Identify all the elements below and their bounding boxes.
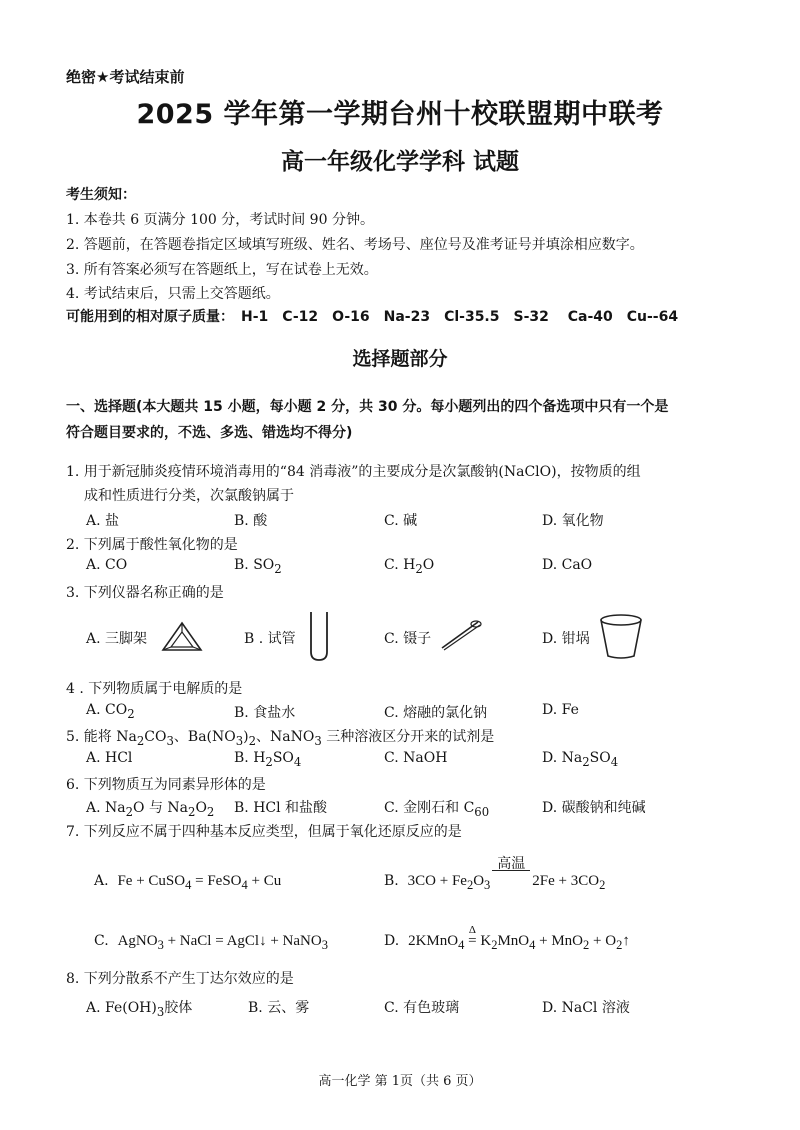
reaction-arrow-high-temp: 高温 bbox=[490, 873, 532, 890]
q8-option-b: B. 云、雾 bbox=[248, 1000, 310, 1016]
crucible-image bbox=[598, 612, 644, 662]
q2-option-b: B. $SO_2$ bbox=[234, 557, 282, 576]
q1-option-c: C. 碱 bbox=[384, 513, 418, 529]
question-6-stem: 6. 下列物质互为同素异形体的是 bbox=[66, 777, 266, 793]
notice-item: 3. 所有答案必须写在答题纸上，写在试卷上无效。 bbox=[66, 262, 378, 278]
q5-option-c: C. NaOH bbox=[384, 750, 448, 766]
q4-option-b: B. 食盐水 bbox=[234, 705, 296, 721]
tweezers-image bbox=[438, 618, 484, 652]
question-3-stem: 3. 下列仪器名称正确的是 bbox=[66, 585, 224, 601]
q3-option-c: C. 镊子 bbox=[384, 631, 432, 647]
q2-option-a: A. CO bbox=[86, 557, 128, 573]
q7-option-a: A. Fe + CuSO$_4$ = FeSO$_4$ + Cu bbox=[94, 873, 282, 892]
q2-option-c: C. $H_2O$ bbox=[384, 557, 435, 576]
reaction-arrow-heat: Δ = bbox=[468, 924, 477, 949]
q3-option-b: B . 试管 bbox=[244, 631, 296, 647]
notice-item: 4. 考试结束后，只需上交答题纸。 bbox=[66, 286, 280, 302]
exam-subtitle: 高一年级化学学科 试题 bbox=[280, 149, 519, 175]
q2-option-d: D. CaO bbox=[542, 557, 593, 573]
question-1-stem: 1. 用于新冠肺炎疫情环境消毒用的“84 消毒液”的主要成分是次氯酸钠(NaClO)，按物质的组 bbox=[66, 464, 641, 480]
page-footer: 高一化学 第 1页（共 6 页） bbox=[318, 1074, 482, 1089]
q1-option-a: A. 盐 bbox=[86, 513, 120, 529]
q7-option-c: C. AgNO$_3$ + NaCl = AgCl↓ + NaNO$_3$ bbox=[94, 933, 328, 952]
exam-title: 2025 学年第一学期台州十校联盟期中联考 bbox=[136, 99, 664, 130]
q1-option-b: B. 酸 bbox=[234, 513, 268, 529]
q4-option-c: C. 熔融的氯化钠 bbox=[384, 705, 488, 721]
q7-option-d: D. 2KMnO$_4$ Δ = $K_2MnO_4 + MnO_2$ + $O_2↑$ bbox=[384, 924, 630, 952]
q8-option-c: C. 有色玻璃 bbox=[384, 1000, 460, 1016]
question-2-stem: 2. 下列属于酸性氧化物的是 bbox=[66, 537, 238, 553]
atomic-mass-line: 可能用到的相对原子质量： H-1 C-12 O-16 Na-23 Cl-35.5 S-32 Ca-40 Cu--64 bbox=[66, 309, 679, 325]
q3-option-a: A. 三脚架 bbox=[86, 631, 148, 647]
notice-heading: 考生须知： bbox=[66, 187, 136, 203]
q8-option-d: D. NaCl 溶液 bbox=[542, 1000, 630, 1016]
confidential-label: 绝密★考试结束前 bbox=[66, 68, 185, 86]
q6-option-d: D. 碳酸钠和纯碱 bbox=[542, 800, 646, 816]
q4-option-a: A. $CO_2$ bbox=[86, 702, 135, 721]
q4-option-d: D. Fe bbox=[542, 702, 579, 718]
q8-option-a: A. $Fe(OH)_3$胶体 bbox=[86, 1000, 193, 1019]
question-8-stem: 8. 下列分散系不产生丁达尔效应的是 bbox=[66, 971, 294, 987]
test-tube-image bbox=[308, 610, 330, 662]
q5-option-b: B. $H_2SO_4$ bbox=[234, 750, 302, 769]
notice-item: 2. 答题前，在答题卷指定区域填写班级、姓名、考场号、座位号及准考证号并填涂相应数字。 bbox=[66, 237, 644, 253]
section-title: 选择题部分 bbox=[352, 348, 448, 370]
q6-option-c: C. 金刚石和 $C_{60}$ bbox=[384, 800, 490, 819]
tripod-image bbox=[160, 620, 204, 654]
question-1-stem-cont: 成和性质进行分类，次氯酸钠属于 bbox=[84, 488, 294, 504]
q6-option-b: B. HCl 和盐酸 bbox=[234, 800, 328, 816]
q5-option-a: A. HCl bbox=[86, 750, 133, 766]
part-instruction: 一、选择题(本大题共 15 小题，每小题 2 分，共 30 分。每小题列出的四个备选项中只有一个是 bbox=[66, 399, 669, 415]
notice-item: 1. 本卷共 6 页满分 100 分，考试时间 90 分钟。 bbox=[66, 212, 374, 228]
part-instruction-cont: 符合题目要求的，不选、多选、错选均不得分) bbox=[66, 425, 353, 441]
q5-option-d: D. $Na_2SO_4$ bbox=[542, 750, 619, 769]
q1-option-d: D. 氧化物 bbox=[542, 513, 604, 529]
question-5-stem: 5. 能将 $Na_2CO_3$、$Ba(NO_3)_2$、NaNO$_3$ 三种溶液区分开来的试剂是 bbox=[66, 729, 495, 748]
q7-option-b: B. $3CO + Fe_2O_3$ 高温 $2Fe + 3CO_2$ bbox=[384, 857, 606, 892]
question-7-stem: 7. 下列反应不属于四种基本反应类型，但属于氧化还原反应的是 bbox=[66, 824, 462, 840]
question-4-stem: 4 . 下列物质属于电解质的是 bbox=[66, 681, 243, 697]
q6-option-a: A. $Na_2O$ 与 $Na_2O_2$ bbox=[86, 800, 215, 819]
q3-option-d: D. 钳埚 bbox=[542, 631, 590, 647]
